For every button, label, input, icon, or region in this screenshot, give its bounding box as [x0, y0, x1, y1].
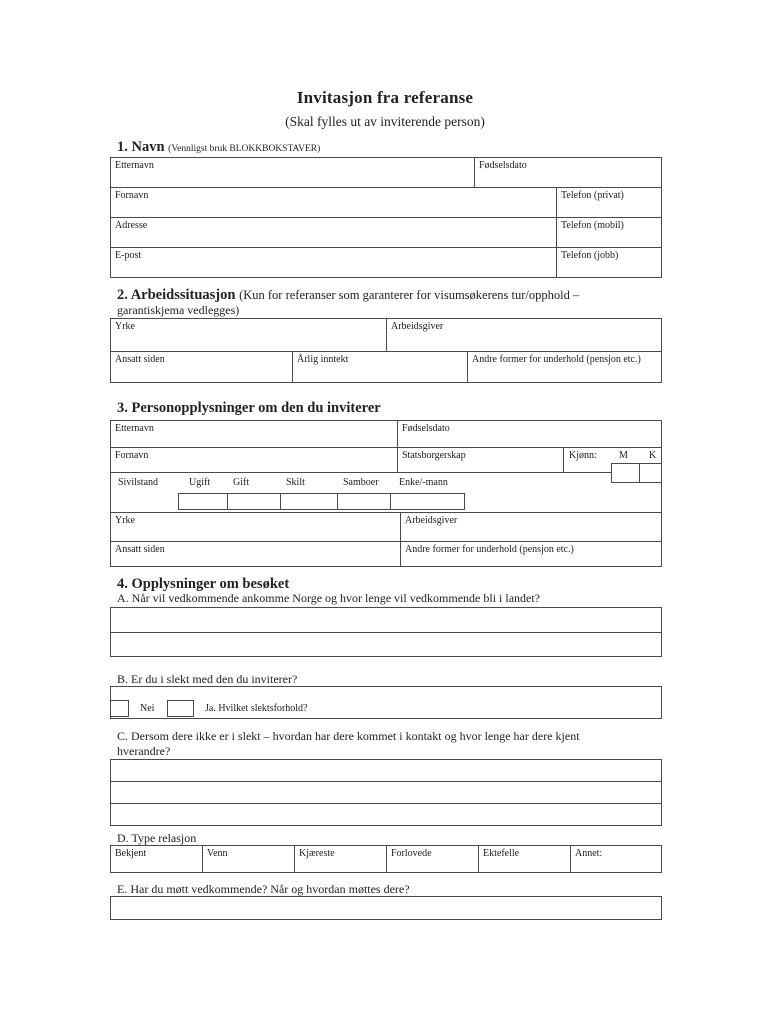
field-label: Andre former for underhold (pensjon etc.) [472, 354, 641, 365]
kjonn-k-label: K [649, 450, 657, 461]
field-telefon-jobb[interactable] [556, 247, 662, 278]
nei-label: Nei [140, 703, 155, 714]
field-label: Yrke [115, 515, 135, 526]
checkbox-kjonn-m[interactable] [611, 463, 640, 483]
field-yrke-ref[interactable] [110, 318, 387, 352]
relasjon-ektefelle[interactable] [478, 845, 571, 873]
relasjon-annet[interactable] [570, 845, 662, 873]
field-label: Etternavn [115, 423, 154, 434]
field-andre-former-ref[interactable] [467, 351, 662, 383]
field-yrke-invitert[interactable] [110, 512, 401, 542]
answer-c-row2[interactable] [110, 781, 662, 804]
ja-label: Ja. Hvilket slektsforhold? [205, 703, 308, 714]
question-c-line1: C. Dersom dere ikke er i slekt – hvordan har dere kommet i kontakt og hvor lenge har dere kjent [117, 729, 580, 743]
field-label: Arbeidsgiver [405, 515, 458, 526]
field-label: Yrke [115, 321, 135, 332]
field-label: Etternavn [115, 160, 154, 171]
field-statsborgerskap[interactable] [397, 447, 564, 473]
checkbox-ugift[interactable] [178, 493, 228, 510]
field-telefon-privat[interactable] [556, 187, 662, 218]
section-4-title: 4. Opplysninger om besøket [117, 576, 290, 592]
field-fodselsdato-ref[interactable] [474, 157, 662, 188]
section-3-title: 3. Personopplysninger om den du inviterer [117, 400, 381, 416]
field-label: Kjæreste [299, 848, 335, 859]
section-2-title: 2. Arbeidssituasjon [117, 287, 236, 303]
section-2-note-line2: garantiskjema vedlegges) [117, 303, 240, 317]
question-c-line2: hverandre? [117, 744, 171, 758]
field-arbeidsgiver-ref[interactable] [386, 318, 662, 352]
field-fornavn-invitert[interactable] [110, 447, 398, 473]
relasjon-venn[interactable] [202, 845, 295, 873]
field-ansatt-siden-invitert[interactable] [110, 541, 401, 567]
field-label: Forlovede [391, 848, 432, 859]
field-arbeidsgiver-invitert[interactable] [400, 512, 662, 542]
field-arlig-inntekt[interactable] [292, 351, 468, 383]
field-label: Arbeidsgiver [391, 321, 444, 332]
kjonn-label: Kjønn: [569, 450, 597, 461]
field-label: Bekjent [115, 848, 147, 859]
checkbox-kjonn-k[interactable] [639, 463, 662, 483]
field-fornavn-ref[interactable] [110, 187, 557, 218]
checkbox-ja[interactable] [167, 700, 194, 717]
field-label: Ansatt siden [115, 544, 165, 555]
field-label: Ansatt siden [115, 354, 165, 365]
answer-c-row1[interactable] [110, 759, 662, 782]
field-epost[interactable] [110, 247, 557, 278]
field-label: Andre former for underhold (pensjon etc.) [405, 544, 574, 555]
section-1-note: (Vennligst bruk BLOKKBOKSTAVER) [168, 144, 321, 154]
field-etternavn-invitert[interactable] [110, 420, 398, 448]
question-b: B. Er du i slekt med den du inviterer? [117, 672, 298, 686]
field-fodselsdato-invitert[interactable] [397, 420, 662, 448]
sivilstand-label: Sivilstand [118, 477, 159, 488]
relasjon-bekjent[interactable] [110, 845, 203, 873]
kjonn-m-label: M [619, 450, 628, 461]
relasjon-forlovede[interactable] [386, 845, 479, 873]
field-adresse[interactable] [110, 217, 557, 248]
section-3-heading [117, 400, 381, 417]
section-2-note-line1: (Kun for referanser som garanterer for visumsøkerens tur/opphold – [239, 288, 580, 302]
form-title: Invitasjon fra referanse [296, 88, 474, 107]
field-label: E-post [115, 250, 142, 261]
section-1-title: 1. Navn [117, 139, 165, 155]
field-label: Fornavn [115, 190, 149, 201]
answer-e-box[interactable] [110, 896, 662, 920]
field-label: Årlig inntekt [297, 354, 349, 365]
checkbox-gift[interactable] [227, 493, 281, 510]
section-1-heading [117, 139, 320, 156]
field-label: Fornavn [115, 450, 149, 461]
samboer-label: Samboer [343, 477, 379, 488]
ugift-label: Ugift [189, 477, 211, 488]
checkbox-skilt[interactable] [280, 493, 338, 510]
field-andre-former-invitert[interactable] [400, 541, 662, 567]
field-label: Telefon (jobb) [561, 250, 619, 261]
field-etternavn-ref[interactable] [110, 157, 475, 188]
field-label: Fødselsdato [479, 160, 527, 171]
field-label: Annet: [575, 848, 603, 859]
field-telefon-mobil[interactable] [556, 217, 662, 248]
enke-mann-label: Enke/-mann [399, 477, 448, 488]
form-subtitle: (Skal fylles ut av inviterende person) [285, 114, 485, 129]
field-label: Telefon (mobil) [561, 220, 624, 231]
field-label: Adresse [115, 220, 148, 231]
question-d: D. Type relasjon [117, 831, 197, 845]
section-2-heading [117, 287, 579, 304]
answer-a-row2[interactable] [110, 632, 662, 657]
skilt-label: Skilt [286, 477, 305, 488]
checkbox-enke-mann[interactable] [390, 493, 465, 510]
gift-label: Gift [233, 477, 250, 488]
field-label: Telefon (privat) [561, 190, 624, 201]
field-label: Fødselsdato [402, 423, 450, 434]
checkbox-nei[interactable] [110, 700, 129, 717]
field-ansatt-siden-ref[interactable] [110, 351, 293, 383]
field-label: Venn [207, 848, 228, 859]
answer-a-row1[interactable] [110, 607, 662, 633]
relasjon-kjaereste[interactable] [294, 845, 387, 873]
field-label: Statsborgerskap [402, 450, 466, 461]
question-e: E. Har du møtt vedkommende? Når og hvordan møttes dere? [117, 882, 410, 896]
checkbox-samboer[interactable] [337, 493, 391, 510]
field-label: Ektefelle [483, 848, 520, 859]
answer-c-row3[interactable] [110, 803, 662, 826]
question-a: A. Når vil vedkommende ankomme Norge og hvor lenge vil vedkommende bli i landet? [117, 591, 541, 605]
